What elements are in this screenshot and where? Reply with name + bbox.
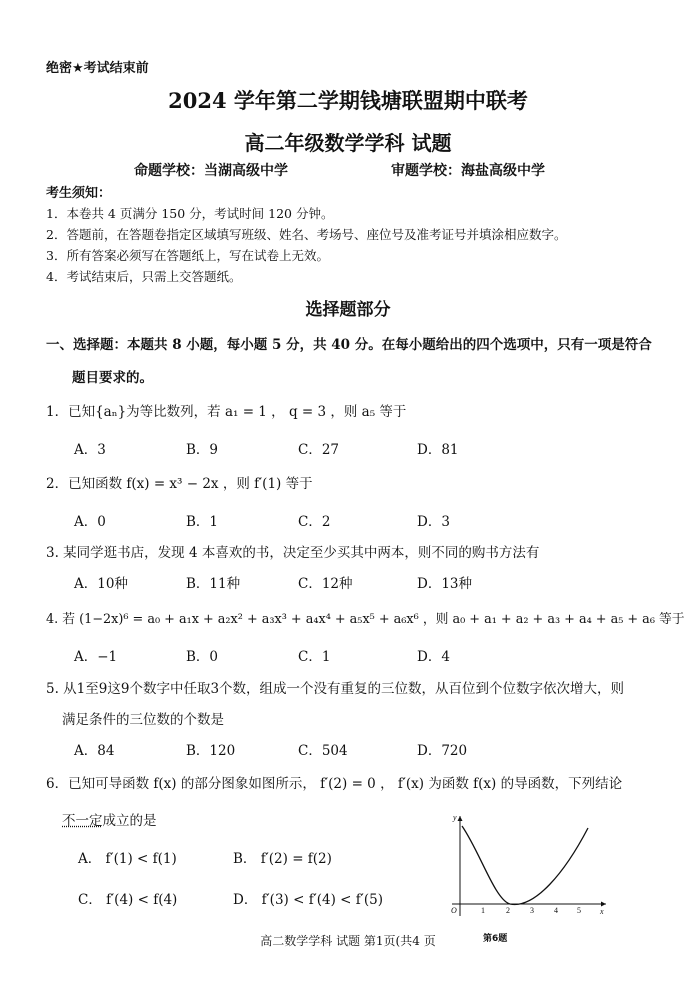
section-title: 选择题部分 bbox=[305, 300, 391, 320]
emphasis-not-necessarily: 不一定 bbox=[62, 813, 103, 829]
section-instructions: 一、选择题：本题共 8 小题，每小题 5 分，共 40 分。在每小题给出的四个选项中，只有一项是符合 bbox=[46, 337, 652, 353]
tick-label-5: 5 bbox=[577, 906, 581, 915]
page-footer: 高二数学学科 试题 第1页(共4 页 bbox=[260, 934, 436, 948]
question-1-stem: 1．已知{aₙ}为等比数列，若 a₁ = 1 ， q = 3 ，则 a₅ 等于 bbox=[46, 404, 407, 420]
reviewer-school: 审题学校：海盐高级中学 bbox=[391, 163, 545, 179]
question-6-stem: 6．已知可导函数 f(x) 的部分图象如图所示， f′(2) = 0 ， f′(x) 为函数 f(x) 的导函数，下列结论 bbox=[46, 776, 623, 792]
question-3-option-c: C．12种 bbox=[298, 576, 353, 592]
question-5-stem: 5. 从1至9这9个数字中任取3个数，组成一个没有重复的三位数，从百位到个位数字依次增大，则 bbox=[46, 681, 625, 697]
question-3-option-a: A．10种 bbox=[74, 576, 128, 592]
y-axis-label: y bbox=[453, 813, 457, 822]
question-4-option-b: B．0 bbox=[186, 649, 219, 665]
question-5-option-b: B．120 bbox=[186, 743, 236, 759]
question-5-stem-cont: 满足条件的三位数的个数是 bbox=[62, 712, 224, 728]
question-5-option-a: A．84 bbox=[74, 743, 115, 759]
exam-title: 2024 学年第二学期钱塘联盟期中联考 bbox=[168, 88, 528, 113]
question-3-option-d: D．13种 bbox=[417, 576, 473, 592]
question-2-option-c: C．2 bbox=[298, 514, 331, 530]
notice-item: 1．本卷共 4 页满分 150 分，考试时间 120 分钟。 bbox=[46, 206, 334, 221]
question-6-stem-tail: 成立的是 bbox=[102, 813, 157, 829]
question-6-option-c: C． f′(4) < f(4) bbox=[78, 892, 178, 908]
question-4-option-c: C．1 bbox=[298, 649, 331, 665]
x-axis-label: x bbox=[600, 907, 604, 916]
question-2-option-a: A．0 bbox=[74, 514, 106, 530]
exam-subtitle: 高二年级数学学科 试题 bbox=[244, 131, 452, 155]
question-3-option-b: B．11种 bbox=[186, 576, 241, 592]
confidential-mark: 绝密★考试结束前 bbox=[46, 61, 149, 76]
question-4-option-a: A．−1 bbox=[74, 649, 118, 665]
tick-label-2: 2 bbox=[506, 906, 510, 915]
question-4-stem: 4. 若 (1−2x)⁶ = a₀ + a₁x + a₂x² + a₃x³ + a₄x⁴ + a₅x⁵ + a₆x⁶ ，则 a₀ + a₁ + a₂ + a₃ + a₄ + a₅ + a₆ 等于 bbox=[46, 612, 685, 627]
question-5-option-c: C．504 bbox=[298, 743, 348, 759]
notice-heading: 考生须知： bbox=[46, 186, 112, 201]
y-axis-arrow bbox=[458, 816, 463, 821]
question-2-option-b: B．1 bbox=[186, 514, 219, 530]
question-1-option-a: A．3 bbox=[74, 442, 106, 458]
question-2-stem: 2．已知函数 f(x) = x³ − 2x ，则 f′(1) 等于 bbox=[46, 476, 313, 492]
question-6-stem-cont bbox=[62, 809, 157, 829]
question-1-option-b: B．9 bbox=[186, 442, 219, 458]
question-1-option-c: C．27 bbox=[298, 442, 340, 458]
question-3-stem: 3. 某同学逛书店，发现 4 本喜欢的书，决定至少买其中两本，则不同的购书方法有 bbox=[46, 545, 540, 561]
x-axis-arrow bbox=[601, 902, 606, 907]
section-instructions-cont: 题目要求的。 bbox=[72, 370, 153, 386]
tick-label-3: 3 bbox=[530, 906, 534, 915]
function-curve bbox=[462, 826, 588, 904]
figure-caption: 第6题 bbox=[483, 934, 508, 944]
question-5-option-d: D．720 bbox=[417, 743, 468, 759]
question-6-graph bbox=[440, 812, 610, 922]
tick-label-1: 1 bbox=[481, 906, 485, 915]
setter-school: 命题学校：当湖高级中学 bbox=[134, 163, 288, 179]
notice-item: 4．考试结束后，只需上交答题纸。 bbox=[46, 269, 242, 284]
question-6-option-a: A． f′(1) < f(1) bbox=[78, 851, 177, 867]
tick-label-4: 4 bbox=[554, 906, 558, 915]
origin-label: O bbox=[451, 906, 457, 915]
question-6-option-b: B． f′(2) = f(2) bbox=[233, 851, 332, 867]
notice-item: 3．所有答案必须写在答题纸上，写在试卷上无效。 bbox=[46, 248, 329, 263]
question-6-option-d: D． f′(3) < f′(4) < f′(5) bbox=[233, 892, 383, 908]
question-2-option-d: D．3 bbox=[417, 514, 450, 530]
notice-item: 2．答题前，在答题卷指定区域填写班级、姓名、考场号、座位号及准考证号并填涂相应数字。 bbox=[46, 227, 567, 242]
question-4-option-d: D．4 bbox=[417, 649, 450, 665]
question-1-option-d: D．81 bbox=[417, 442, 459, 458]
